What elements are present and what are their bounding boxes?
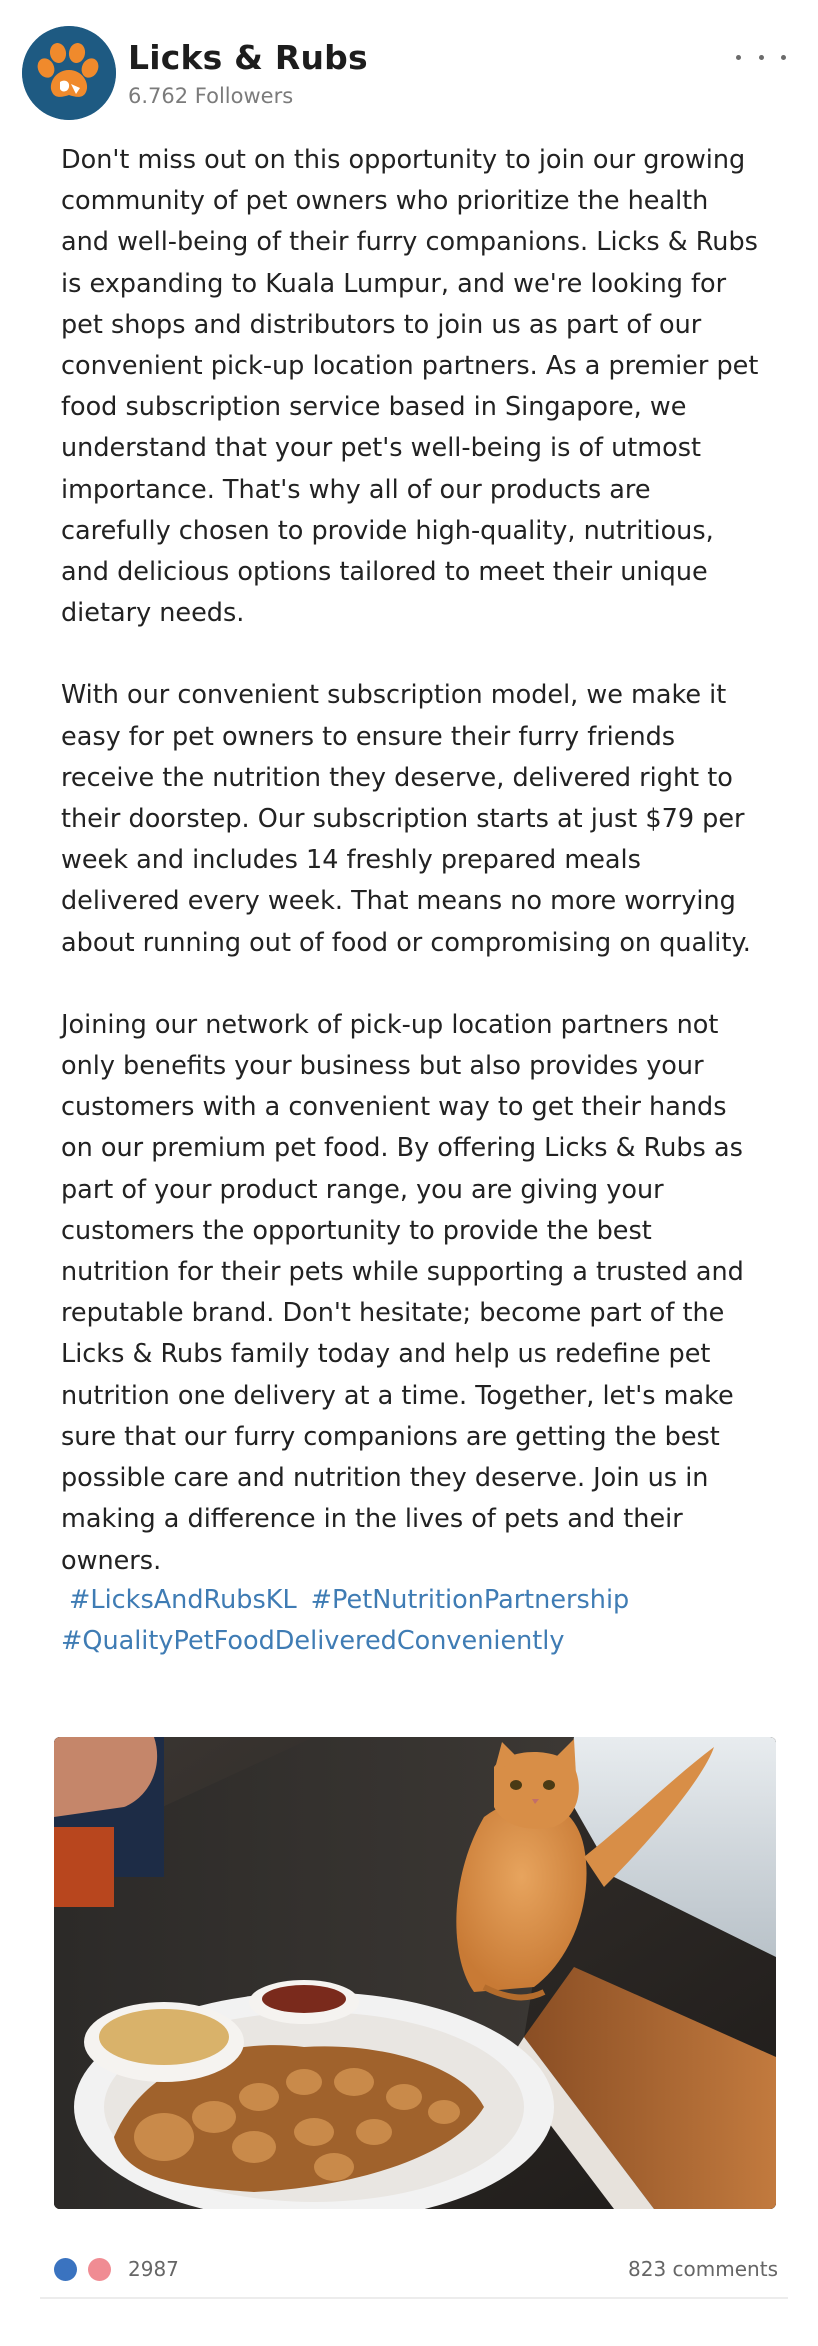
more-horizontal-icon-dot [781,55,786,60]
hashtag-link[interactable]: #LicksAndRubsKL [69,1585,297,1615]
hashtag-link[interactable]: #QualityPetFoodDeliveredConveniently [61,1626,565,1656]
more-horizontal-icon-dot [759,55,764,60]
post-header [0,0,818,140]
post-image[interactable] [54,1737,776,2209]
post-paragraph: Don't miss out on this opportunity to join our growing community of pet owners who prioritize the health and well-being of their furry companions. Licks & Rubs is expanding to Kuala Lumpur, and we're looking for pet shops and distributors to join us as part of our convenient pick-up location partners. As a premier pet food subscription service based in Singapore, we understand that your pet's well-being is of utmost importance. That's why all of our products are carefully chosen to provide high-quality, nutritious, and delicious options tailored to meet their unique dietary needs. [61,145,759,629]
post-paragraph: Joining our network of pick-up location partners not only benefits your business but also provides your customers with a convenient way to get their hands on our premium pet food. By offering Licks & Rubs as part of your product range, you are giving your customers the opportunity to provide the best nutrition for their pets while supporting a trusted and reputable brand. Don't hesitate; become part of the Licks & Rubs family today and help us redefine pet nutrition one delivery at a time. Together, let's make sure that our furry companions are getting the best possible care and nutrition they deserve. Join us in making a difference in the lives of pets and their owners. [61,1009,744,1576]
comment-count[interactable]: 823 comments [628,2257,778,2281]
more-options-button[interactable] [736,40,786,74]
hashtag-link[interactable]: #PetNutritionPartnership [310,1585,630,1615]
cat-and-food-photo [54,1737,776,2209]
follower-count: 6.762 Followers [128,84,294,108]
paw-logo-icon [22,26,116,120]
reaction-count[interactable]: 2987 [128,2257,179,2281]
like-reaction-icon[interactable] [54,2258,77,2281]
divider [40,2297,788,2299]
brand-name[interactable]: Licks & Rubs [128,38,368,77]
post-text [61,140,761,1582]
more-horizontal-icon [736,55,741,60]
love-reaction-icon[interactable] [88,2258,111,2281]
brand-avatar[interactable] [22,26,116,120]
hashtag-list [61,1580,761,1662]
post-footer [0,2240,818,2300]
post-paragraph: With our convenient subscription model, we make it easy for pet owners to ensure their furry friends receive the nutrition they deserve, delivered right to their doorstep. Our subscription starts at just $79 per week and includes 14 freshly prepared meals delivered every week. That means no more worrying about running out of food or compromising on quality. [61,680,751,958]
